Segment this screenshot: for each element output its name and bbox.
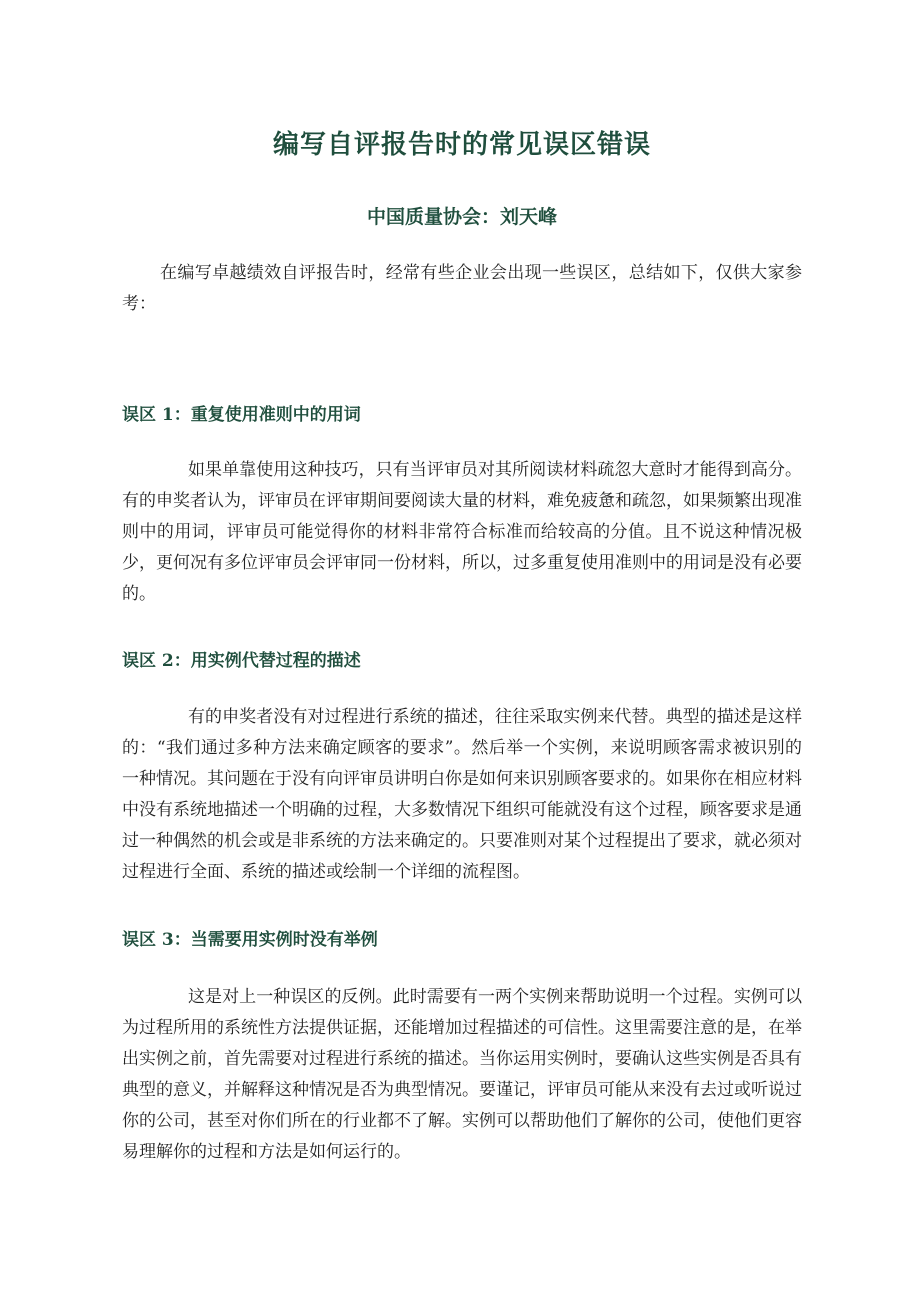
section-body-1: 如果单靠使用这种技巧，只有当评审员对其所阅读材料疏忽大意时才能得到高分。有的申奖者认为，评审员在评审期间要阅读大量的材料，难免疲惫和疏忽，如果频繁出现准则中的用词，评审员可能觉得你的材料非常符合标准而给较高的分值。且不说这种情况极少，更何况有多位评审员会评审同一份材料，所以，过多重复使用准则中的用词是没有必要的。 (122, 460, 802, 604)
section-heading-2: 误区 2：用实例代替过程的描述 (122, 651, 361, 671)
intro-paragraph: 在编写卓越绩效自评报告时，经常有些企业会出现一些误区，总结如下，仅供大家参考： (122, 263, 802, 314)
section-body-3: 这是对上一种误区的反例。此时需要有一两个实例来帮助说明一个过程。实例可以为过程所用的系统性方法提供证据，还能增加过程描述的可信性。这里需要注意的是，在举出实例之前，首先需要对过程进行系统的描述。当你运用实例时，要确认这些实例是否具有典型的意义，并解释这种情况是否为典型情况。要谨记，评审员可能从来没有去过或听说过你的公司，甚至对你们所在的行业都不了解。实例可以帮助他们了解你的公司，使他们更容易理解你的过程和方法是如何运行的。 (122, 987, 802, 1162)
section-heading-3: 误区 3：当需要用实例时没有举例 (122, 930, 378, 950)
document-author: 中国质量协会：刘天峰 (366, 206, 557, 228)
section-body-2: 有的申奖者没有对过程进行系统的描述，往往采取实例来代替。典型的描述是这样的：“我们通过多种方法来确定顾客的要求”。然后举一个实例，来说明顾客需求被识别的一种情况。其问题在于没有向评审员讲明白你是如何来识别顾客要求的。如果你在相应材料中没有系统地描述一个明确的过程，大多数情况下组织可能就没有这个过程，顾客要求是通过一种偶然的机会或是非系统的方法来确定的。只要准则对某个过程提出了要求，就必须对过程进行全面、系统的描述或绘制一个详细的流程图。 (122, 707, 802, 882)
document-title: 编写自评报告时的常见误区错误 (272, 130, 651, 160)
section-heading-1: 误区 1：重复使用准则中的用词 (122, 405, 361, 425)
